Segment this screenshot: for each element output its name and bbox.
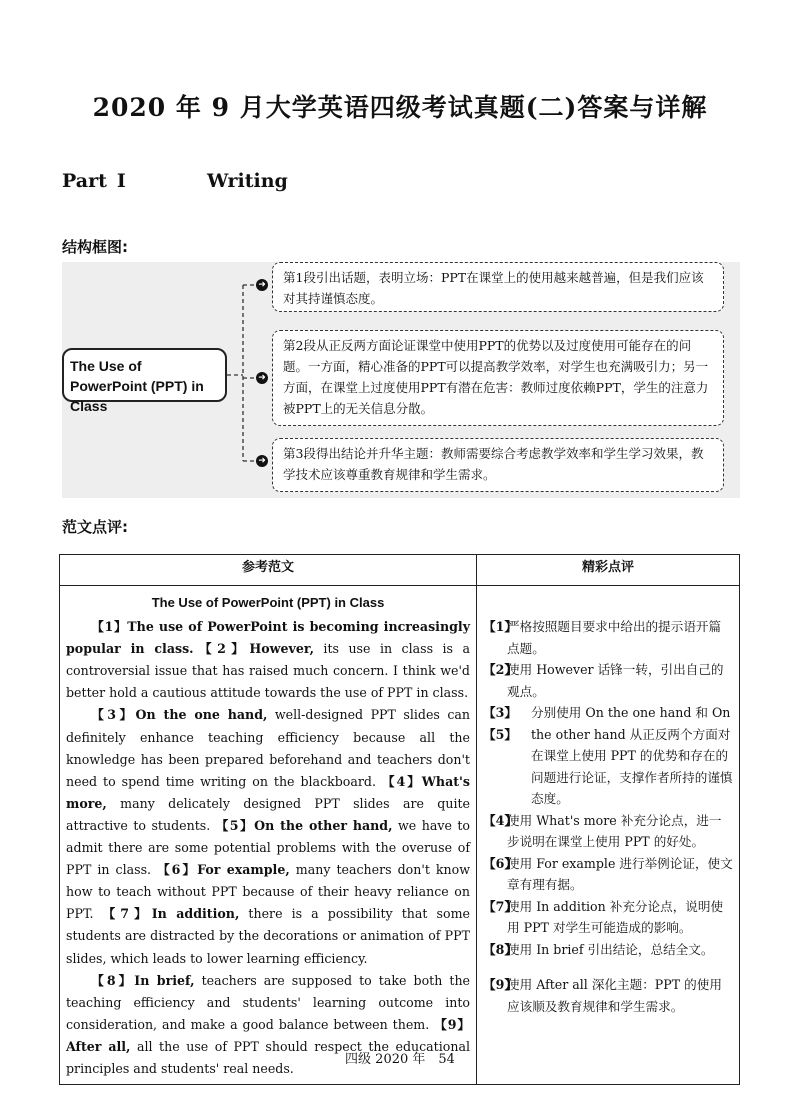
key-phrase: On the one hand,: [135, 707, 268, 723]
table-row: [60, 586, 740, 1085]
marker: 【8】: [91, 972, 135, 988]
essay-text: there is a possibility that some students are distracted by the decorations or animation of PPT slides, which leads to lower learning efficiency.: [66, 906, 471, 966]
comment-item: [483, 616, 733, 659]
essay-paragraph-1: [66, 616, 470, 704]
comment-number: 【1】: [483, 619, 517, 634]
comment-number: 【2】: [483, 662, 517, 677]
key-phrase: However,: [249, 641, 314, 657]
key-phrase: What's more,: [66, 773, 471, 811]
essay-text: its use in class is a controversial issue that has raised much concern. I think we'd better hold a cautious attitude towards the use of PPT in class.: [66, 641, 470, 701]
comment-text: 严格按照题目要求中给出的提示语开篇点题。: [507, 619, 722, 656]
marker: 【5】: [215, 817, 255, 833]
comment-cell: [477, 586, 740, 1085]
mindmap-branch-3: 第3段得出结论并升华主题：教师需要综合考虑教学效率和学生学习效果，教学技术应该尊重教育规律和学生需求。: [272, 438, 724, 492]
essay-text: all the use of PPT should respect the educational principles and students' real needs.: [66, 1038, 470, 1076]
arrow-right-icon: ➜: [256, 279, 268, 291]
page-title: 2020 年 9 月大学英语四级考试真题(二)答案与详解: [92, 93, 708, 122]
comment-text: 使用 What's more 补充分论点，进一步说明在课堂上使用 PPT 的好处。: [507, 812, 722, 849]
key-phrase: In brief,: [134, 972, 195, 988]
key-phrase: In addition,: [151, 906, 240, 922]
comment-text: 分别使用 On the one hand 和 On the other hand 从正反两个方面对在课堂上使用 PPT 的优势和存在的问题进行论证，支撑作者所持的谨慎态度。: [531, 705, 733, 806]
review-heading: 范文点评:: [62, 518, 128, 536]
arrow-right-icon: ➜: [256, 455, 268, 467]
marker: 【9】: [434, 1016, 470, 1032]
comment-item: [483, 939, 733, 961]
comment-text: 使用 In addition 补充分论点，说明使用 PPT 对学生可能造成的影响。: [507, 898, 724, 935]
comment-number: 【7】: [483, 898, 517, 914]
page-footer: 四级 2020 年 54: [345, 1052, 455, 1067]
essay-text: well-designed PPT slides can definitely enhance teaching efficiency because all the knowledge has been prepared beforehand and teachers don't need to spend time writing on the blackboard.: [66, 707, 471, 789]
marker: 【2】: [193, 641, 250, 657]
essay-text: teachers are supposed to take both the teaching efficiency and students' learning outcome into consideration, and make a good balance between them.: [66, 972, 471, 1032]
part-word: Part: [62, 170, 107, 192]
part-name: Writing: [207, 170, 288, 192]
essay-title: The Use of PowerPoint (PPT) in Class: [151, 595, 385, 610]
mindmap-branch-2: 第2段从正反两方面论证课堂中使用PPT的优势以及过度使用可能存在的问题。一方面，精心准备的PPT可以提高教学效率，对学生也充满吸引力；另一方面，在课堂上过度使用PPT有潜在危害：教师过度依赖PPT，学生的注意力被PPT上的无关信息分散。: [272, 330, 724, 426]
marker: 【1】: [91, 619, 128, 635]
comment-item: [483, 702, 733, 810]
mindmap-branch-1: 第1段引出话题，表明立场：PPT在课堂上的使用越来越普遍，但是我们应该对其持谨慎态度。: [272, 262, 724, 312]
review-table: [59, 554, 740, 1085]
structure-heading: 结构框图:: [62, 238, 128, 256]
essay-text: we have to admit there are some potential problems with the overuse of PPT in class.: [66, 817, 471, 878]
key-phrase: For example,: [197, 862, 290, 878]
essay-cell: [60, 586, 477, 1085]
comment-text: 使用 After all 深化主题：PPT 的使用应该顺及教育规律和学生需求。: [507, 977, 722, 1014]
comment-number: 【6】: [483, 855, 517, 871]
comment-item: [483, 810, 733, 853]
essay-paragraph-2: [66, 704, 470, 969]
key-phrase: The use of PowerPoint is becoming increasingly popular in class.: [66, 619, 471, 657]
comment-column-header: 精彩点评: [477, 555, 740, 586]
comment-number: 【4】: [483, 812, 517, 828]
marker: 【6】: [157, 862, 198, 878]
part-numeral: Ⅰ: [116, 170, 126, 192]
comment-item: [483, 896, 733, 939]
comment-item: [483, 974, 733, 1017]
comment-text: 使用 However 话锋一转，引出自己的观点。: [507, 662, 724, 699]
comment-item: [483, 853, 733, 896]
comment-number: 【9】: [483, 977, 517, 992]
comment-text: 使用 For example 进行举例论证，使文章有理有据。: [507, 855, 733, 892]
comment-number: 【8】: [483, 941, 517, 957]
essay-text: many teachers don't know how to teach without PPT because of their heavy reliance on PPT.: [66, 862, 470, 922]
key-phrase: On the other hand,: [254, 817, 393, 833]
comment-item: [483, 659, 733, 702]
comment-number: 【3】【5】: [483, 705, 517, 742]
marker: 【3】: [91, 707, 136, 723]
essay-column-header: 参考范文: [60, 555, 477, 586]
mindmap-root: The Use of PowerPoint (PPT) in Class: [62, 348, 227, 402]
marker: 【4】: [381, 773, 422, 789]
comment-text: 使用 In brief 引出结论，总结全文。: [507, 941, 714, 957]
arrow-right-icon: ➜: [256, 372, 268, 384]
key-phrase: After all,: [66, 1038, 131, 1054]
essay-text: many delicately designed PPT slides are quite attractive to students.: [66, 795, 470, 833]
marker: 【7】: [102, 906, 152, 922]
table-header-row: [60, 555, 740, 586]
